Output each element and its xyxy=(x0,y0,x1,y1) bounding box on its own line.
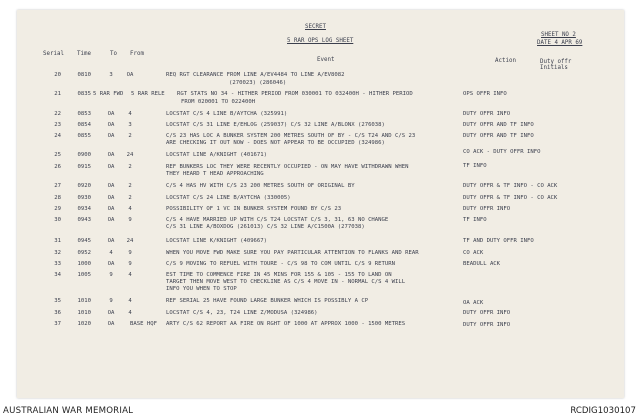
serial-cell: 26 xyxy=(54,164,61,170)
event-text: C/S 9 MOVING TO REFUEL WITH TOURE - C/S 98 TO COM UNTIL C/S 9 RETURN xyxy=(166,261,396,267)
event-text: EST TIME TO COMMENCE FIRE IN 45 MINS FOR 155 & 105 - 155 TO LAND ON xyxy=(166,272,392,278)
event-text-continued: (270023) (286046) xyxy=(229,80,287,86)
serial-cell: 25 xyxy=(54,152,61,158)
event-text: LOCSTAT C/S 4 LINE B/AYTCHA (325991) xyxy=(166,111,288,117)
from-cell: 24 xyxy=(126,152,134,158)
log-entry xyxy=(17,72,624,86)
log-entry xyxy=(17,133,624,147)
time-cell: 1005 xyxy=(77,272,91,278)
sheet-number: SHEET NO 2 xyxy=(541,32,576,38)
to-cell: OA xyxy=(107,152,115,158)
event-text: RGT STATS NO 34 - HITHER PERIOD FROM 030001 TO 032400H - HITHER PERIOD xyxy=(177,91,413,97)
serial-cell: 22 xyxy=(54,111,61,117)
from-cell: OA xyxy=(126,72,134,78)
event-text: LOCSTAT C/S 31 LINE E/EHLOG (259037) C/S 32 LINE A/BLONX (276038) xyxy=(166,122,385,128)
log-entry xyxy=(17,164,624,178)
event-text-continued: TARGET THEN MOVE WEST TO CHECKLINE AS C/S 4 MOVE IN - NORMAL C/S 4 WILL xyxy=(166,279,406,285)
event-text-continued: INFO YOU WHEN TO STOP xyxy=(166,286,237,292)
action-cell: DUTY OFFR AND TF INFO xyxy=(463,122,534,128)
from-cell: 2 xyxy=(128,183,132,189)
event-text: WHEN YOU MOVE FWD MAKE SURE YOU PAY PARTICULAR ATTENTION TO FLANKS AND REAR xyxy=(166,250,419,256)
event-text: POSSIBILITY OF 1 VC IN BUNKER SYSTEM FOUND BY C/S 23 xyxy=(166,206,342,212)
to-cell: OA xyxy=(107,206,115,212)
serial-cell: 30 xyxy=(54,217,61,223)
time-cell: 0855 xyxy=(77,133,91,139)
time-cell: 0943 xyxy=(77,217,91,223)
to-cell: OA xyxy=(107,238,115,244)
col-header-action: Action xyxy=(495,58,516,64)
time-cell: 0854 xyxy=(77,122,91,128)
action-cell: CO ACK xyxy=(463,250,484,256)
serial-cell: 27 xyxy=(54,183,61,189)
from-cell: 4 xyxy=(128,310,132,316)
serial-cell: 37 xyxy=(54,321,61,327)
col-header-from: From xyxy=(130,51,144,57)
action-cell: DUTY OFFR & TF INFO - CO ACK xyxy=(463,183,558,189)
from-cell: 9 xyxy=(128,261,132,267)
time-cell: 1010 xyxy=(77,298,91,304)
event-text: C/S 23 HAS LOC A BUNKER SYSTEM 200 METRES SOUTH OF BY - C/S T24 AND C/S 23 xyxy=(166,133,416,139)
serial-cell: 28 xyxy=(54,195,61,201)
time-cell: 0920 xyxy=(77,183,91,189)
to-cell: OA xyxy=(107,133,115,139)
log-entry xyxy=(17,321,624,335)
time-cell: 0853 xyxy=(77,111,91,117)
serial-cell: 31 xyxy=(54,238,61,244)
action-cell: DUTY OFFR INFO xyxy=(463,310,511,316)
to-cell: OA xyxy=(107,183,115,189)
serial-cell: 23 xyxy=(54,122,61,128)
event-text: C/S 4 HAVE MARRIED UP WITH C/S T24 LOCSTAT C/S 3, 31, 63 NO CHANGE xyxy=(166,217,389,223)
from-cell: 2 xyxy=(128,195,132,201)
serial-cell: 33 xyxy=(54,261,61,267)
to-cell: OA xyxy=(107,217,115,223)
from-cell: 2 xyxy=(128,133,132,139)
event-text: LOCSTAT LINE K/KNIGHT (409667) xyxy=(166,238,268,244)
col-header-serial: Serial xyxy=(43,51,64,57)
from-cell: 4 xyxy=(128,206,132,212)
event-text: REF BUNKERS LOC THEY WERE RECENTLY OCCUPIED - ON MAY HAVE WITHDRAWN WHEN xyxy=(166,164,409,170)
serial-cell: 35 xyxy=(54,298,61,304)
action-cell: DUTY OFFR INFO xyxy=(463,206,511,212)
event-text-continued: C/S 31 LINE A/BOXDOG (261013) C/S 32 LINE A/C1500A (277038) xyxy=(166,224,365,230)
time-cell: 1010 xyxy=(77,310,91,316)
to-cell: OA xyxy=(107,122,115,128)
from-cell: 4 xyxy=(128,111,132,117)
col-header-time: Time xyxy=(77,51,91,57)
col-header-event: Event xyxy=(317,57,335,63)
action-cell: TF AND DUTY OFFR INFO xyxy=(463,238,534,244)
action-cell: DUTY OFFR INFO xyxy=(463,322,511,328)
time-cell: 0930 xyxy=(77,195,91,201)
event-text: LOCSTAT LINE A/KNIGHT (401671) xyxy=(166,152,268,158)
time-cell: 0952 xyxy=(77,250,91,256)
from-cell: 4 xyxy=(128,298,132,304)
serial-cell: 29 xyxy=(54,206,61,212)
event-text-continued: THEY HEARD T HEAD APPROACHING xyxy=(166,171,264,177)
action-cell: DUTY OFFR AND TF INFO xyxy=(463,133,534,139)
action-cell: OPS OFFR INFO xyxy=(463,91,507,97)
col-header-to: To xyxy=(110,51,117,57)
archive-credit: AUSTRALIAN WAR MEMORIAL xyxy=(3,406,134,416)
event-text-continued: ARE CHECKING IT OUT NOW - DOES NOT APPEAR TO BE OCCUPIED (324986) xyxy=(166,140,385,146)
classification-mark: SECRET xyxy=(305,24,326,30)
action-cell: TF INFO xyxy=(463,217,487,223)
time-cell: 0810 xyxy=(77,72,91,78)
to-cell: OA xyxy=(107,310,115,316)
to-cell: 4 xyxy=(109,250,113,256)
time-cell: 1000 xyxy=(77,261,91,267)
time-cell: 0915 xyxy=(77,164,91,170)
time-cell: 0945 xyxy=(77,238,91,244)
from-cell: 9 xyxy=(128,250,132,256)
log-entry xyxy=(17,217,624,231)
log-entry xyxy=(17,91,624,105)
from-cell: 3 xyxy=(128,122,132,128)
action-cell: TF INFO xyxy=(463,163,487,169)
col-header-duty-offr: Duty offr xyxy=(540,59,572,65)
from-cell: 24 xyxy=(126,238,134,244)
serial-cell: 32 xyxy=(54,250,61,256)
log-sheet-paper xyxy=(17,10,624,398)
event-text-continued: FROM 020001 TO 022400H xyxy=(181,99,256,105)
event-text: LOCSTAT C/S 4, 23, T24 LINE Z/MODUSA (324986) xyxy=(166,310,318,316)
time-cell: 0934 xyxy=(77,206,91,212)
to-cell: 5 RAR FWD xyxy=(93,91,124,97)
action-cell: CO ACK - DUTY OFFR INFO xyxy=(463,149,541,155)
to-cell: OA xyxy=(107,111,115,117)
to-cell: 9 xyxy=(109,272,113,278)
from-cell: 5 RAR RELE xyxy=(131,91,165,97)
from-cell: BASE HQF xyxy=(130,321,157,327)
serial-cell: 24 xyxy=(54,133,61,139)
from-cell: 2 xyxy=(128,164,132,170)
col-header-initials: Initials xyxy=(540,65,568,71)
serial-cell: 21 xyxy=(54,91,61,97)
archive-reference: RCDIG1030107 xyxy=(570,406,636,416)
sheet-title: 5 RAR OPS LOG SHEET xyxy=(287,38,354,44)
event-text: C/S 4 HAS HV WITH C/S 23 200 METRES SOUTH OF ORIGINAL BY xyxy=(166,183,355,189)
archive-footer xyxy=(0,400,640,419)
time-cell: 1020 xyxy=(77,321,91,327)
event-text: ARTY C/S 62 REPORT AA FIRE ON RGHT OF 1000 AT APPROX 1000 - 1500 METRES xyxy=(166,321,406,327)
to-cell: OA xyxy=(107,261,115,267)
log-entry xyxy=(17,272,624,294)
serial-cell: 34 xyxy=(54,272,61,278)
serial-cell: 20 xyxy=(54,72,61,78)
serial-cell: 36 xyxy=(54,310,61,316)
to-cell: OA xyxy=(107,195,115,201)
event-text: REF SERIAL 25 HAVE FOUND LARGE BUNKER WHICH IS POSSIBLY A CP xyxy=(166,298,369,304)
to-cell: 3 xyxy=(109,72,113,78)
event-text: LOCSTAT C/S 24 LINE B/AYTCHA (330005) xyxy=(166,195,291,201)
from-cell: 4 xyxy=(128,272,132,278)
time-cell: 0835 xyxy=(77,91,91,97)
to-cell: 9 xyxy=(109,298,113,304)
to-cell: OA xyxy=(107,164,115,170)
from-cell: 9 xyxy=(128,217,132,223)
action-cell: DUTY OFFR & TF INFO - CO ACK xyxy=(463,195,558,201)
to-cell: OA xyxy=(107,321,115,327)
action-cell: OA ACK xyxy=(463,300,484,306)
action-cell: DUTY OFFR INFO xyxy=(463,111,511,117)
sheet-date: DATE 4 APR 69 xyxy=(537,40,583,46)
time-cell: 0900 xyxy=(77,152,91,158)
action-cell: BEADULL ACK xyxy=(463,261,501,267)
event-text: REQ RGT CLEARANCE FROM LINE A/EV4484 TO LINE A/EV8082 xyxy=(166,72,345,78)
